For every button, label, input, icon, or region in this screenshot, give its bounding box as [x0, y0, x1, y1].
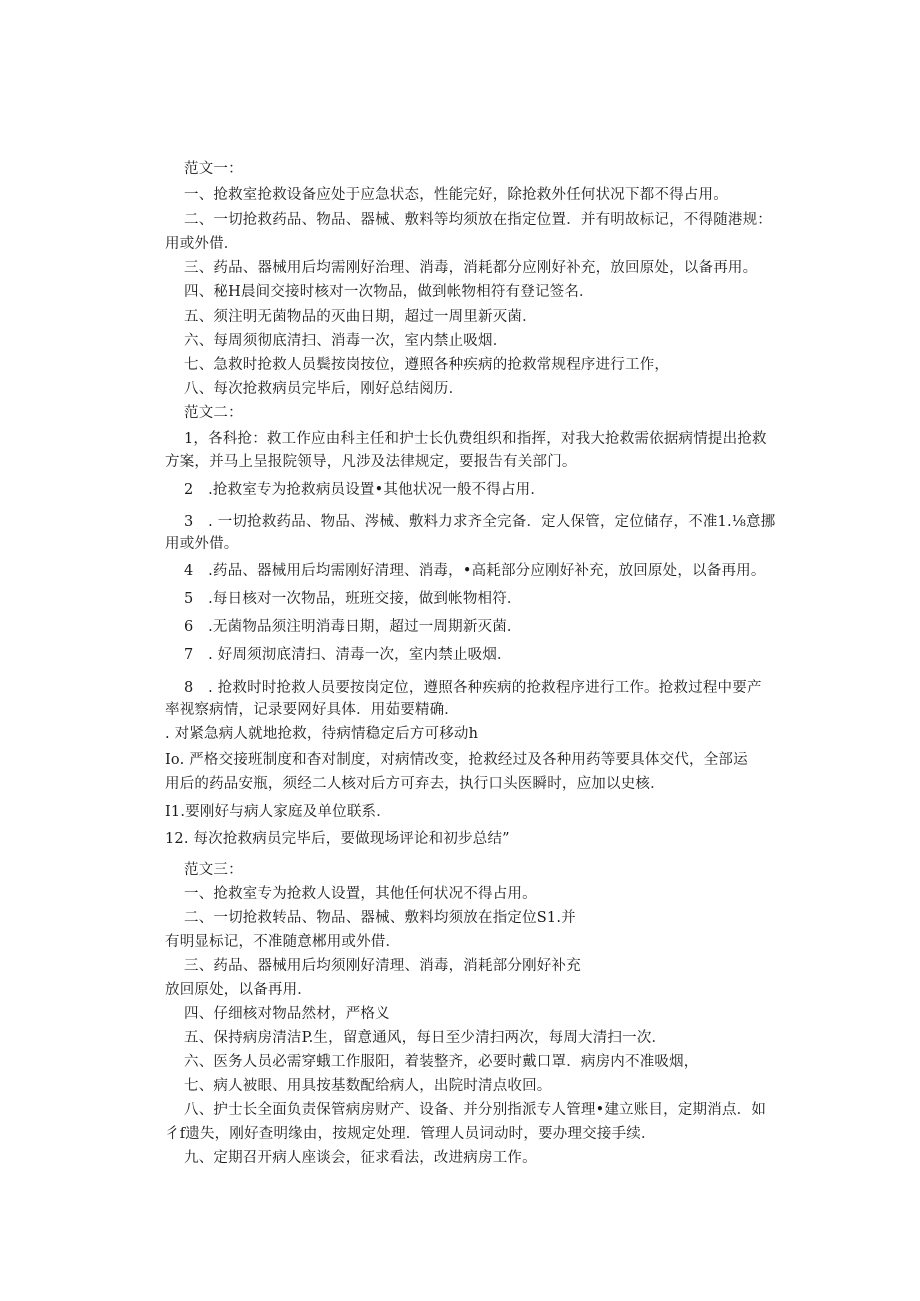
section-2-line-7: 5 .每日核对一次物品，班班交接，做到帐物相符． — [184, 591, 522, 607]
section-3-line-10: 八、护士长全面负责保管病房财产、设备、并分别指派专人管理•建立账目，定期消点．如 — [184, 1102, 767, 1118]
section-1-heading: 范文一： — [184, 161, 243, 177]
section-2-line-3: 2 .抢救室专为抢救病员设置•其他状况一般不得占用． — [184, 482, 546, 498]
section-1-line-6: 五、须注明无菌物品的灭曲日期，超过一周里新灭菌． — [184, 309, 537, 325]
section-3-line-2: 二、一切抢救转品、物品、器械、敷料均须放在指定位S1.并 — [184, 910, 576, 926]
section-2-line-4: 3 . 一切抢救药品、物品、涔械、敷料力求齐全完备．定人保管，定位储存，不准1.⅛意挪 — [184, 514, 776, 530]
section-1-line-7: 六、每周须彻底清扫、消毒一次，室内禁止吸烟． — [184, 333, 508, 349]
section-2-line-14: 用后的药品安瓶，须经二人核对后方可弃去，执行口头医瞬时，应加以史核． — [165, 776, 665, 792]
section-2-heading: 范文二： — [184, 405, 243, 421]
section-2-line-5: 用或外借。 — [165, 536, 239, 552]
section-1-line-3: 用或外借． — [165, 236, 239, 252]
section-1-line-2: 二、一切抢救药品、物品、器械、敷料等均须放在指定位置．并有明故标记，不得随港规： — [184, 212, 772, 228]
section-3-line-9: 七、病人被眼、用具按基数配给病人，出院时清点收回。 — [184, 1078, 552, 1094]
section-1-line-8: 七、急救时抢救人员鬓按岗按位，遵照各种疾病的抢救常规程序进行工作， — [184, 357, 670, 373]
section-2-line-13: Io. 严格交接班制度和杳对制度，对病情改变，抢救经过及各种用药等要具体交代，全部运 — [165, 752, 748, 768]
section-3-line-8: 六、医务人员必需穿蛾工作服阳，着装整齐，必要时戴口罩．病房内不准吸烟， — [184, 1054, 699, 1070]
section-2-line-9: 7 . 好周须沏底清扫、清毒一次，室内禁止吸烟． — [184, 647, 512, 663]
section-3-line-7: 五、保持病房清洁P.生，留意通风，每日至少清扫两次，每周大清扫一次． — [184, 1030, 667, 1046]
section-3-heading: 范文三： — [184, 862, 243, 878]
section-2-line-10: 8 . 抢救时时抢救人员要按岗定位，遵照各种疾病的抢救程序进行工作。抢救过程中要产 — [184, 680, 762, 696]
section-2-line-15: I1.要刚好与病人家庭及单位联系． — [165, 804, 391, 820]
section-2-line-16: 12. 每次抢救病员完毕后，要做现场评论和初步总结” — [165, 831, 510, 847]
section-3-line-6: 四、仔细核对物品然材，严格义 — [184, 1006, 390, 1022]
section-2-line-6: 4 .药品、器械用后均需刚好清理、消毒，•高耗部分应刚好补充，放回原处，以备再用。 — [184, 563, 766, 579]
section-2-line-2: 方案，并马上呈报院领导，凡涉及法律规定，要报告有关部门。 — [165, 454, 577, 470]
section-1-line-5: 四、秘H晨间交接时核对一次物品，做到帐物相符有登记签名． — [184, 284, 594, 300]
section-2-line-12: . 对紧急病人就地抢救，待病情稳定后方可移动h — [165, 726, 479, 742]
section-3-line-4: 三、药品、器械用后均须刚好清理、消毒，消耗部分刚好补充 — [184, 958, 581, 974]
section-2-line-1: 1，各科抢：救工作应由科主任和护士长仇费组织和指挥，对我大抢救需依据病情提出抢救 — [184, 431, 767, 447]
section-1-line-1: 一、抢救室抢救设备应处于应急状态，性能完好，除抢救外任何状况下都不得占用。 — [184, 187, 728, 203]
section-3-line-5: 放回原处，以备再用． — [165, 982, 312, 998]
section-2-line-11: 率视察病情，记录要网好具体．用茹要精确． — [165, 702, 459, 718]
section-3-line-11: 彳f遗失，刚好查明缘由，按规定处理．管理人员词动时，要办理交接手续． — [165, 1126, 656, 1142]
section-3-line-3: 有明显标记，不准随意郴用或外借． — [165, 934, 401, 950]
section-1-line-4: 三、药品、器械用后均需刚好治理、消毒，消耗都分应刚好补充，放回原处，以备再用。 — [184, 260, 758, 276]
section-3-line-1: 一、抢救室专为抢救人设置，其他任何状况不得占用。 — [184, 886, 537, 902]
section-2-line-8: 6 .无菌物品须注明消毒日期，超过一周期新灭菌． — [184, 619, 522, 635]
section-1-line-9: 八、每次抢救病员完毕后，刚好总结阅历． — [184, 381, 464, 397]
section-3-line-12: 九、定期召开病人座谈会，征求看法，改进病房工作。 — [184, 1150, 537, 1166]
